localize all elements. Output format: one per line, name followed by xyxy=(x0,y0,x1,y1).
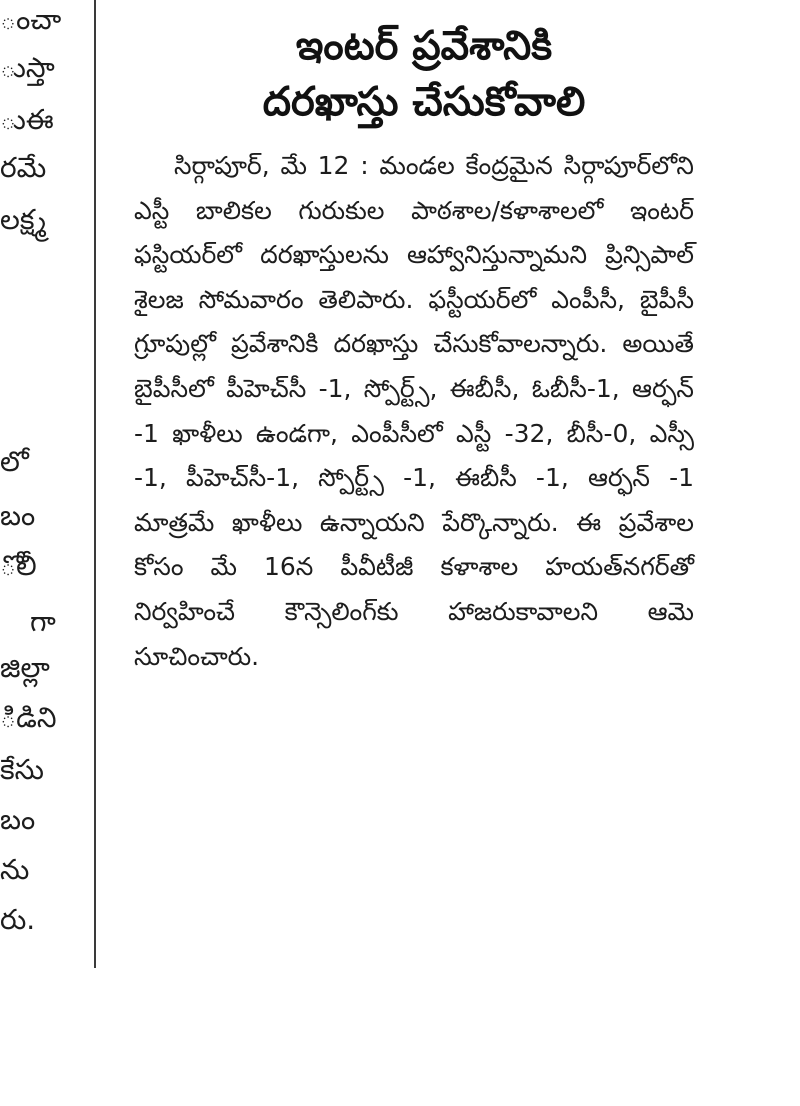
adjacent-text-line: జిల్లా xyxy=(0,651,50,684)
column-divider xyxy=(94,0,96,968)
adjacent-text-line: బం xyxy=(0,803,36,836)
adjacent-text-line: గా xyxy=(30,605,56,638)
adjacent-text-line: ుస్తా xyxy=(0,51,55,84)
adjacent-text-line: లో xyxy=(0,445,29,478)
adjacent-text-line: ుఈ xyxy=(0,103,54,136)
adjacent-text-line: రమే xyxy=(0,151,47,184)
adjacent-text-line: లక్ష్మ xyxy=(0,203,47,236)
adjacent-text-line: బం xyxy=(0,499,36,532)
adjacent-text-line: కేసు xyxy=(0,753,44,786)
article-body: సిర్గాపూర్, మే 12 : మండల కేంద్రమైన సిర్గాపూర్‌లోని ఎస్టీ బాలికల గురుకుల పాఠశాల/కళాశాలలో ఇంటర్ ఫస్టియర్‌లో దరఖాస్తులను ఆహ్వానిస్తున్నామని ప్రిన్సిపాల్ శైలజ సోమవారం తెలిపారు. ఫస్టీయర్‌లో ఎంపీసీ, బైపీసీ గ్రూపుల్లో ప్రవేశానికి దరఖాస్తు చేసుకోవాలన్నారు. అయితే బైపీసీలో పీహెచ్‌సీ -1, స్పోర్ట్స్, ఈబీసీ, ఓబీసీ-1, ఆర్ఫన్ -1 ఖాళీలు ఉండగా, ఎంపీసీలో ఎస్టీ -32, బీసీ-0, ఎస్సీ -1, పీహెచ్‌సీ-1, స్పోర్ట్స్ -1, ఈబీసీ -1, ఆర్ఫన్ -1 మాత్రమే ఖాళీలు ఉన్నాయని పేర్కొన్నారు. ఈ ప్రవేశాల కోసం మే 16న పీవీటీజీ కళాశాల హయత్‌నగర్‌తో నిర్వహించే కౌన్సెలింగ్‌కు హాజరుకావాలని ఆమె సూచించారు. xyxy=(134,151,694,671)
headline-line-2: దరఖాస్తు చేసుకోవాలి xyxy=(262,79,586,125)
adjacent-column-fragment xyxy=(0,0,92,980)
news-article xyxy=(134,18,694,679)
headline-line-1: ఇంటర్ ప్రవేశానికి xyxy=(295,23,553,69)
article-headline xyxy=(134,18,694,130)
adjacent-text-line: రు. xyxy=(0,903,36,936)
adjacent-text-line: ను xyxy=(0,853,30,886)
adjacent-text-line: ిడిని xyxy=(0,701,57,734)
adjacent-text-line: ోలీ xyxy=(0,549,37,582)
adjacent-text-line: ంచా xyxy=(0,3,62,36)
